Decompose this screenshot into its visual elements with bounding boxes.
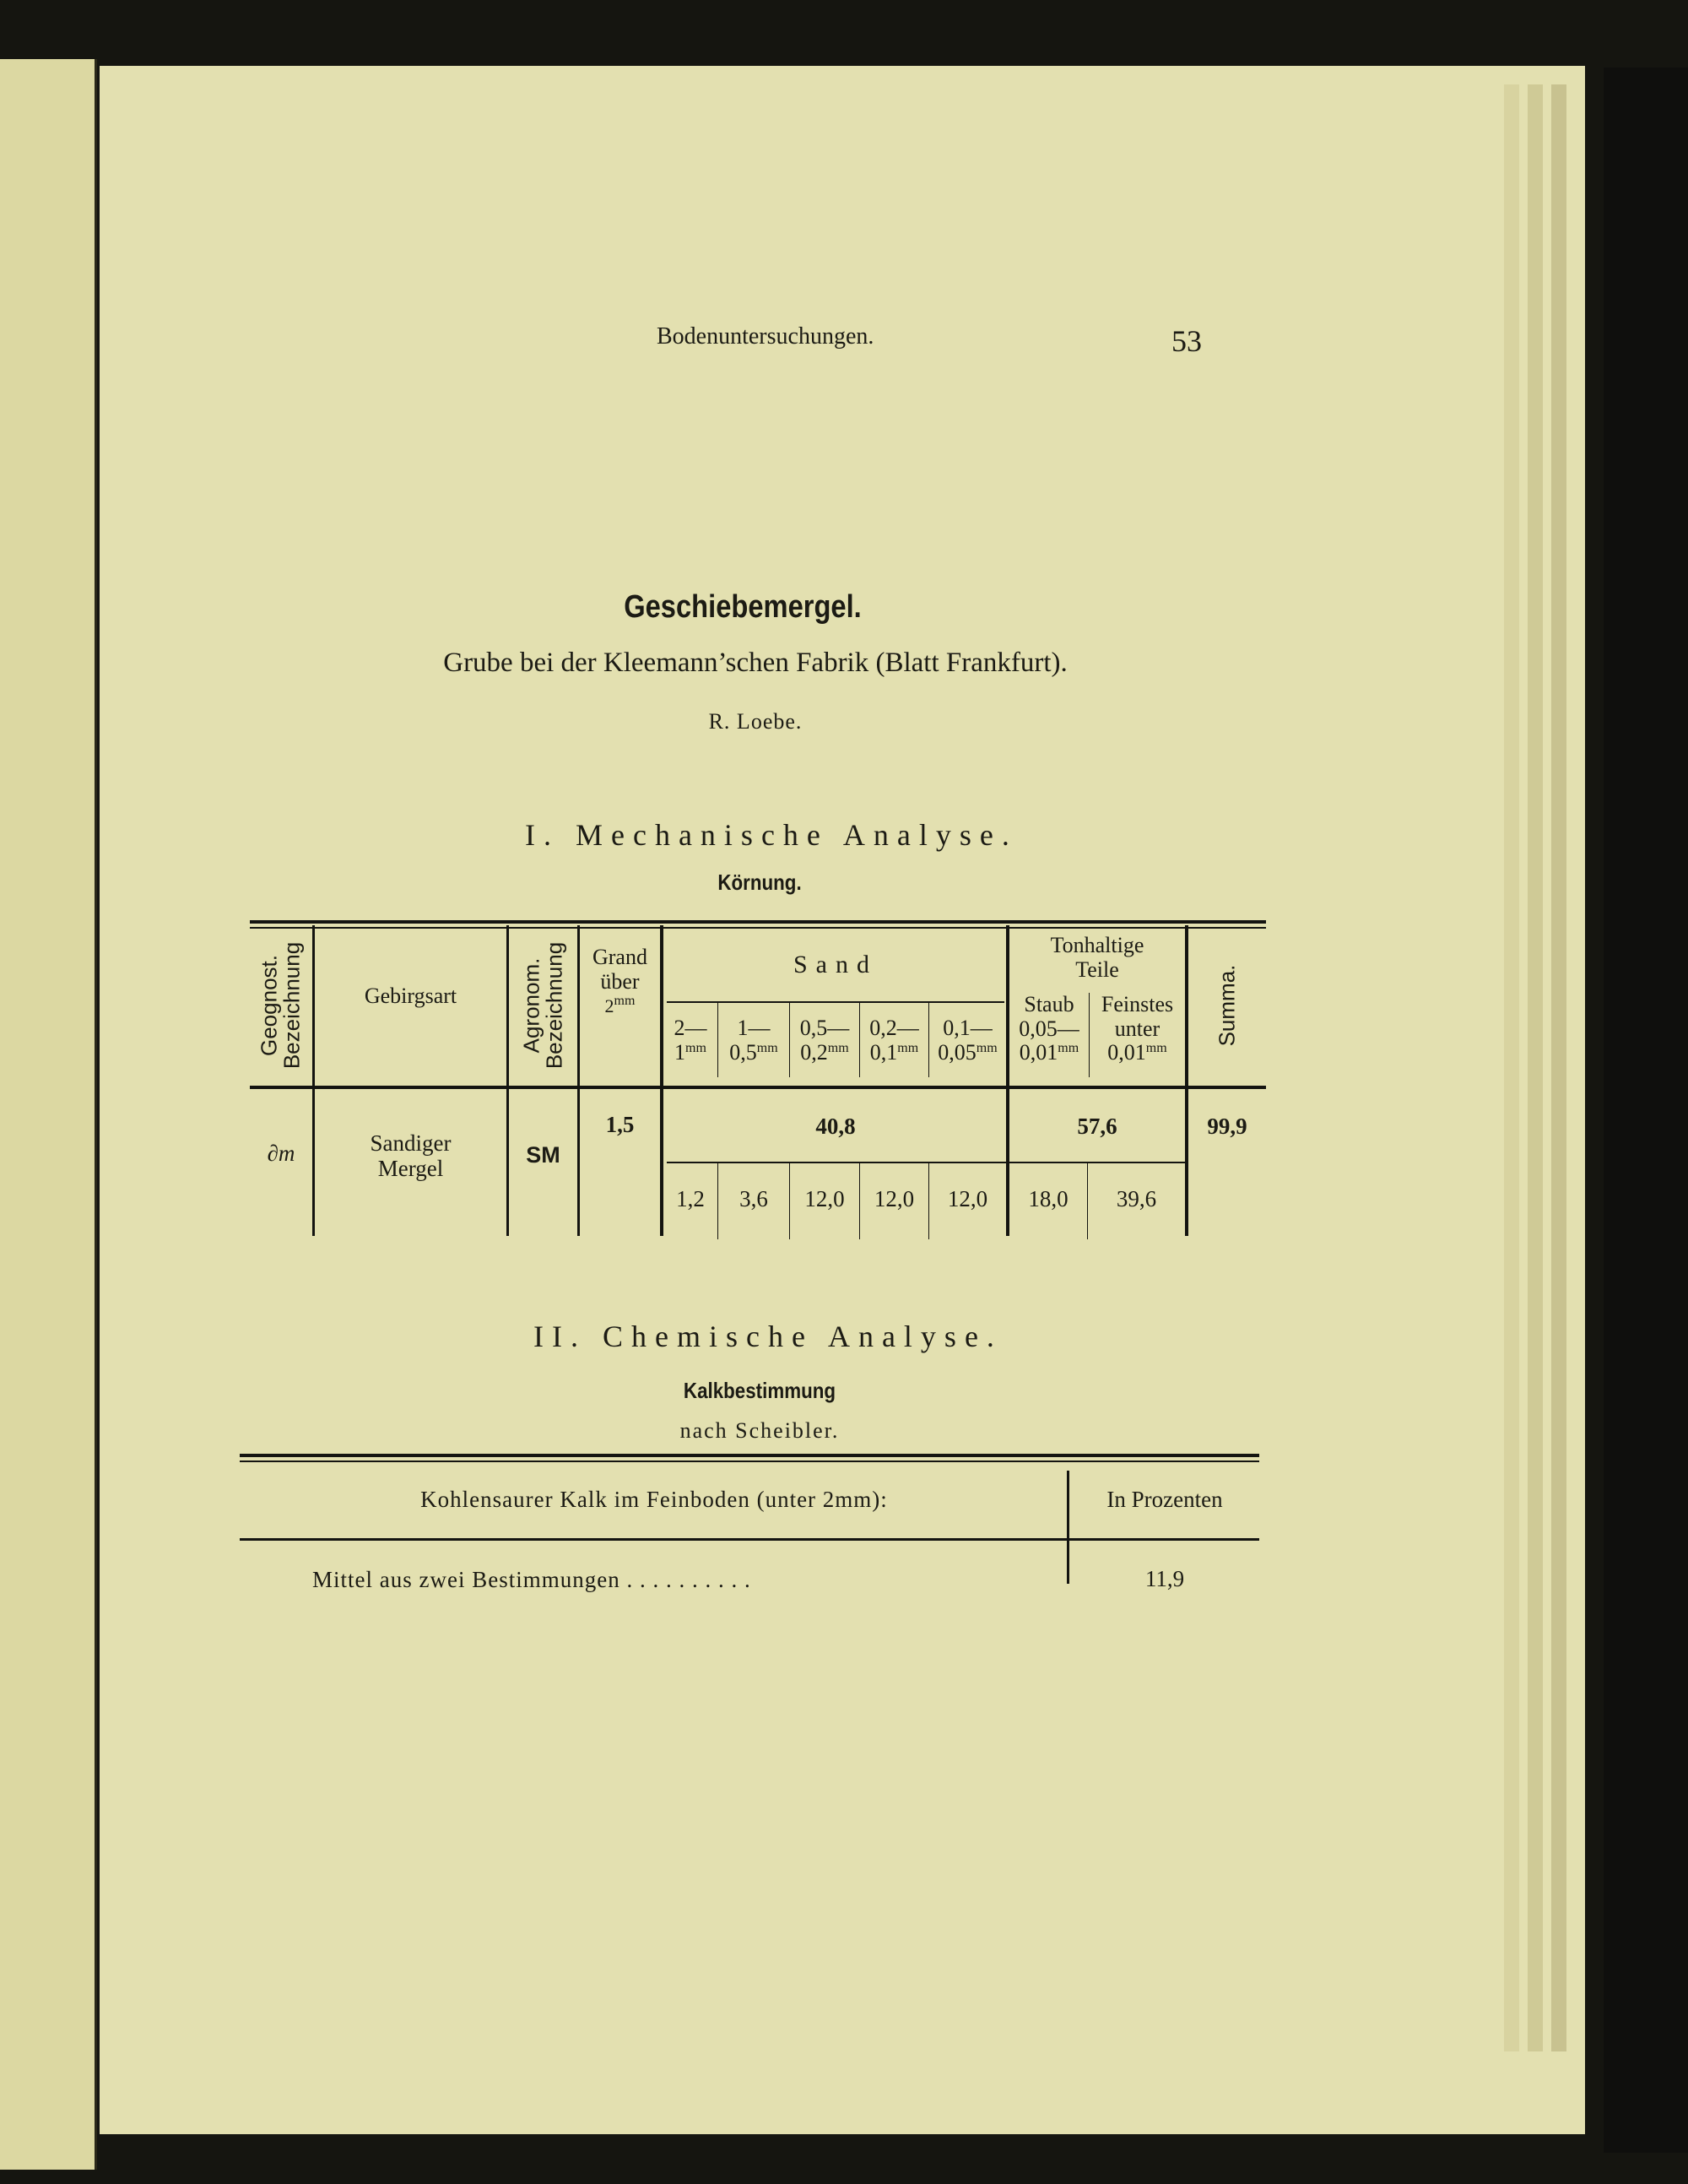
page-edge-strip (1551, 84, 1566, 2051)
header-geognost: Geognost. Bezeichnung (256, 941, 305, 1070)
column-divider (312, 925, 315, 1236)
cell-sand-value: 12,0 (874, 1186, 915, 1211)
cell-sand-value: 12,0 (947, 1186, 988, 1211)
header-feinstes: Feinstes unter $0,01^{mm}$ (1101, 992, 1174, 1065)
page (100, 66, 1585, 2134)
table2-header-right: In Prozenten (1106, 1487, 1223, 1512)
cell-staub: 18,0 (1028, 1186, 1069, 1211)
header-gebirgsart: Gebirgsart (364, 984, 457, 1008)
table-top-rule (250, 920, 1266, 924)
cell-geognost: ∂m (267, 1141, 295, 1166)
document-title: Geschiebemergel. (624, 589, 862, 625)
cell-sand-value: 3,6 (739, 1186, 768, 1211)
cell-sand-value: 12,0 (804, 1186, 845, 1211)
header-grand: Grand über $2^{mm}$ (592, 945, 647, 1017)
cell-grand: 1,5 (605, 1112, 635, 1137)
subtitle: Grube bei der Kleemann’schen Fabrik (Blatt Frankfurt). (443, 648, 1068, 678)
section-heading-mechanical: I. Mechanische Analyse. (525, 818, 1018, 852)
cell-sand-value: 1,2 (676, 1186, 705, 1211)
table2-top-rule (240, 1454, 1259, 1457)
page-edge-strip (1528, 84, 1543, 2051)
table2-row-label: Mittel aus zwei Bestimmungen . . . . . . . . . . (312, 1567, 751, 1592)
section-heading-chemical: II. Chemische Analyse. (533, 1320, 1003, 1353)
header-sand-col-1: 2— $1^{mm}$ (674, 1016, 707, 1065)
book-spine (1604, 68, 1688, 2153)
table2-top-rule-thin (240, 1461, 1259, 1462)
author: R. Loebe. (708, 709, 803, 734)
section-subheading-kalk: Kalkbestimmung (683, 1378, 836, 1403)
cell-ton-total: 57,6 (1077, 1114, 1117, 1139)
header-tonhaltige: Tonhaltige Teile (1050, 933, 1144, 982)
header-sand-col-5: 0,1— $0,05^{mm}$ (938, 1016, 998, 1065)
header-sand-col-4: 0,2— $0,1^{mm}$ (869, 1016, 919, 1065)
header-sand: Sand (793, 951, 878, 978)
cell-agronom: SM (526, 1142, 560, 1168)
page-edge-strip (1504, 84, 1519, 2051)
cell-gebirgsart: Sandiger Mergel (370, 1130, 452, 1181)
cell-sand-total: 40,8 (815, 1114, 856, 1139)
cell-feinstes: 39,6 (1116, 1186, 1157, 1211)
cell-summa: 99,9 (1207, 1114, 1247, 1139)
header-summa: Summa. (1214, 964, 1240, 1047)
page-number: 53 (1171, 324, 1202, 358)
group-total-rule (667, 1162, 1187, 1163)
table-header-rule (250, 1086, 1266, 1089)
header-sand-col-2: 1— $0,5^{mm}$ (729, 1016, 778, 1065)
table2-column-divider (1067, 1471, 1069, 1584)
table2-row-value: 11,9 (1144, 1566, 1185, 1591)
section-subheading-koernung: Körnung. (717, 870, 802, 895)
left-page-edge (0, 59, 97, 2170)
method-note: nach Scheibler. (679, 1418, 840, 1443)
table-top-rule-thin (250, 927, 1266, 929)
header-staub: Staub 0,05— $0,01^{mm}$ (1019, 992, 1079, 1065)
table2-header-rule (240, 1538, 1259, 1541)
header-agronom: Agronom. Bezeichnung (518, 941, 567, 1070)
running-head: Bodenuntersuchungen. (657, 323, 874, 350)
header-sand-col-3: 0,5— $0,2^{mm}$ (799, 1016, 850, 1065)
table2-header-left: Kohlensaurer Kalk im Feinboden (unter 2mm): (420, 1487, 888, 1512)
